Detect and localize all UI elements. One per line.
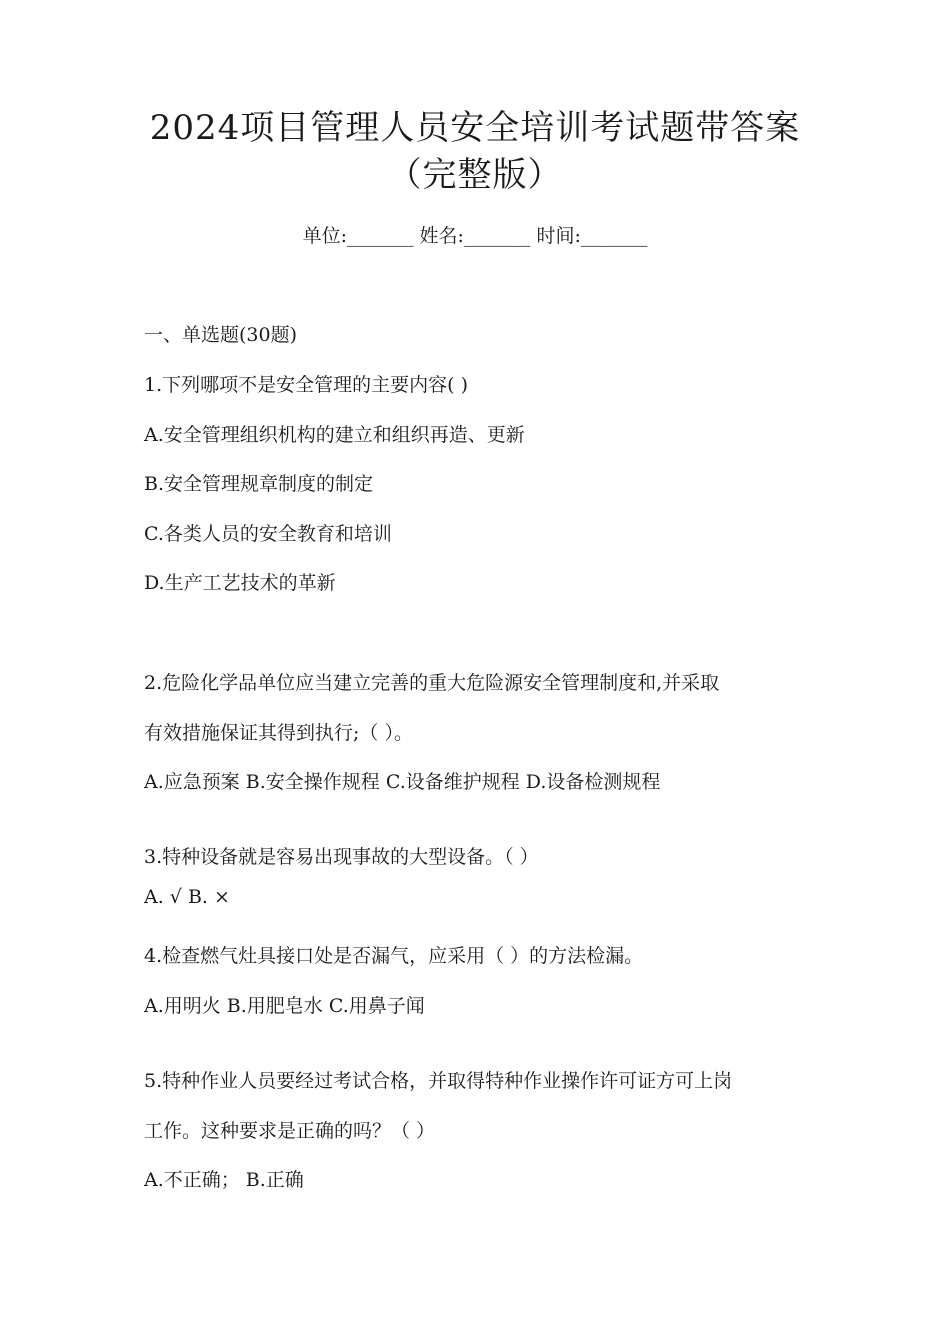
- question-1-option-a: A.安全管理组织机构的建立和组织再造、更新: [144, 424, 525, 446]
- section-title: 一、单选题(30题): [144, 324, 298, 346]
- question-4-stem: 4.检查燃气灶具接口处是否漏气，应采用（ ）的方法检漏。: [144, 945, 644, 967]
- question-1-stem: 1.下列哪项不是安全管理的主要内容( ): [144, 374, 468, 396]
- document-subtitle: （完整版）: [387, 155, 563, 195]
- question-2-options: A.应急预案 B.安全操作规程 C.设备维护规程 D.设备检测规程: [144, 771, 661, 793]
- question-4-options: A.用明火 B.用肥皂水 C.用鼻子闻: [144, 995, 425, 1017]
- question-3-stem: 3.特种设备就是容易出现事故的大型设备。（ ）: [144, 846, 539, 868]
- question-1-option-b: B.安全管理规章制度的制定: [144, 473, 374, 495]
- question-5-stem-line1: 5.特种作业人员要经过考试合格，并取得特种作业操作许可证方可上岗: [144, 1070, 733, 1092]
- question-2-stem-line1: 2.危险化学品单位应当建立完善的重大危险源安全管理制度和,并采取: [144, 672, 720, 694]
- info-line: 单位:_______ 姓名:_______ 时间:_______: [302, 225, 648, 247]
- question-1-option-c: C.各类人员的安全教育和培训: [144, 523, 392, 545]
- question-1-option-d: D.生产工艺技术的革新: [144, 572, 336, 594]
- question-2-stem-line2: 有效措施保证其得到执行;（ ）。: [144, 722, 413, 744]
- document-title: 2024项目管理人员安全培训考试题带答案: [149, 108, 801, 148]
- question-5-stem-line2: 工作。这种要求是正确的吗？（ ）: [144, 1120, 436, 1142]
- question-3-options: A. √ B. ×: [144, 886, 230, 908]
- question-5-options: A.不正确； B.正确: [144, 1169, 304, 1191]
